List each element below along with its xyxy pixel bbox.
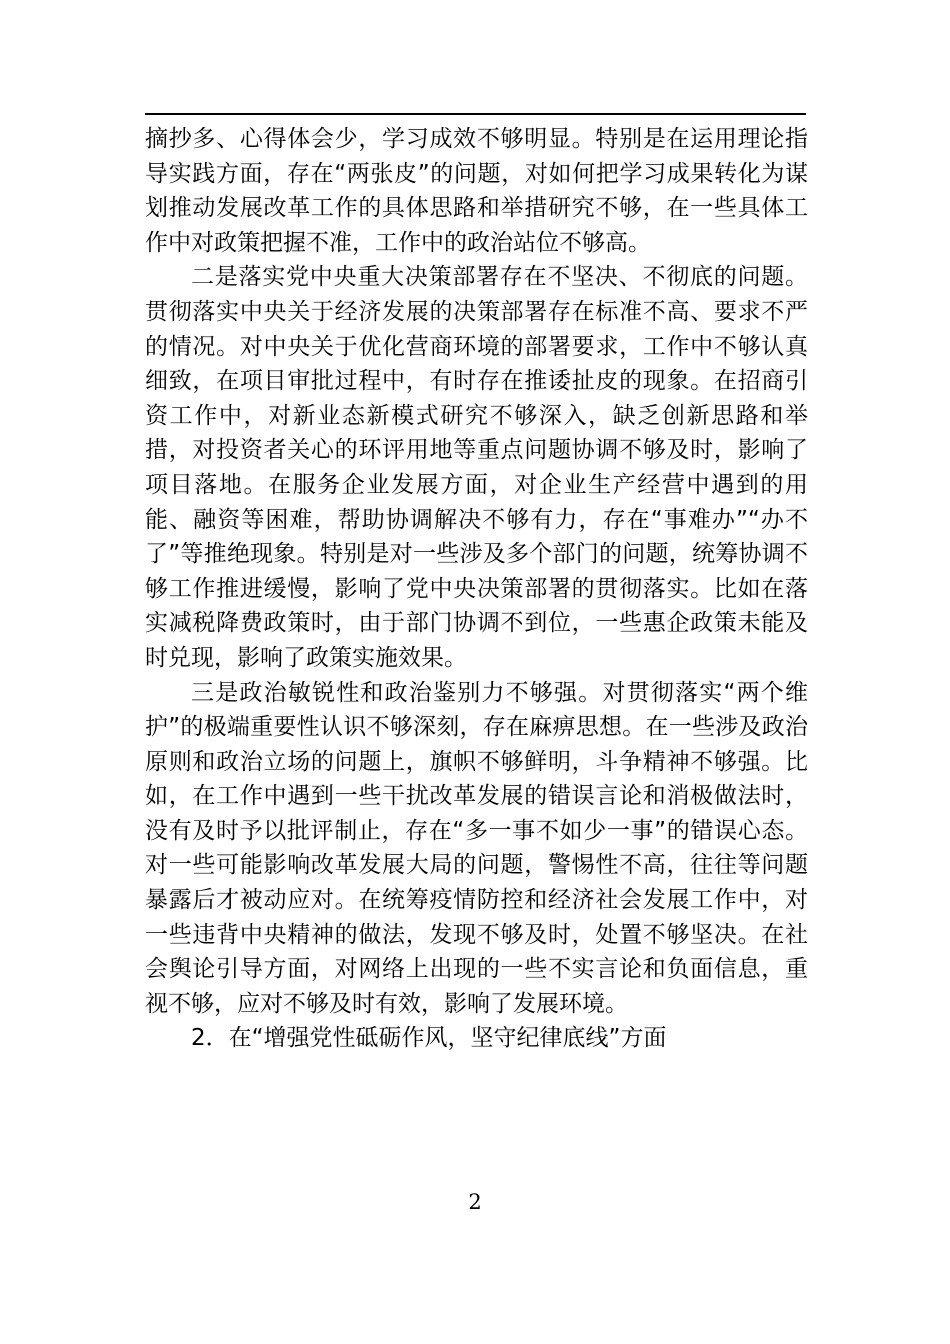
page-number: 2 (468, 1190, 482, 1214)
section-heading: 2．在“增强党性砥砺作风，坚守纪律底线”方面 (191, 1025, 667, 1052)
paragraph-2: 二是落实党中央重大决策部署存在不坚决、不彻底的问题。贯彻落实中央关于经济发展的决策部署存在标准不高、要求不严的情况。对中央关于优化营商环境的部署要求，工作中不够认真细致，在项目审批过程中，有时存在推诿扯皮的现象。在招商引资工作中，对新业态新模式研究不够深入，缺乏创新思路和举措，对投资者关心的环评用地等重点问题协调不够及时，影响了项目落地。在服务企业发展方面，对企业生产经营中遇到的用能、融资等困难，帮助协调解决不够有力，存在“事难办”“办不了”等推绝现象。特别是对一些涉及多个部门的问题，统筹协调不够工作推进缓慢，影响了党中央决策部署的贯彻落实。比如在落实减税降费政策时，由于部门协调不到位，一些惠企政策未能及时兑现，影响了政策实施效果。 (145, 264, 808, 671)
paragraph-1: 摘抄多、心得体会少，学习成效不够明显。特别是在运用理论指导实践方面，存在“两张皮”的问题，对如何把学习成果转化为谋划推动发展改革工作的具体思路和举措研究不够，在一些具体工作中对政策把握不准，工作中的政治站位不够高。 (145, 126, 808, 256)
header-rule (145, 113, 806, 115)
paragraph-3: 三是政治敏锐性和政治鉴别力不够强。对贯彻落实“两个维护”的极端重要性认识不够深刻，存在麻痹思想。在一些涉及政治原则和政治立场的问题上，旗帜不够鲜明，斗争精神不够强。比如，在工作中遇到一些干扰改革发展的错误言论和消极做法时，没有及时予以批评制止，存在“多一事不如少一事”的错误心态。对一些可能影响改革发展大局的问题，警惕性不高，往往等问题暴露后才被动应对。在统筹疫情防控和经济社会发展工作中，对一些违背中央精神的做法，发现不够及时，处置不够坚决。在社会舆论引导方面，对网络上出现的一些不实言论和负面信息，重视不够，应对不够及时有效，影响了发展环境。 (145, 679, 808, 1017)
document-body (145, 122, 808, 1056)
